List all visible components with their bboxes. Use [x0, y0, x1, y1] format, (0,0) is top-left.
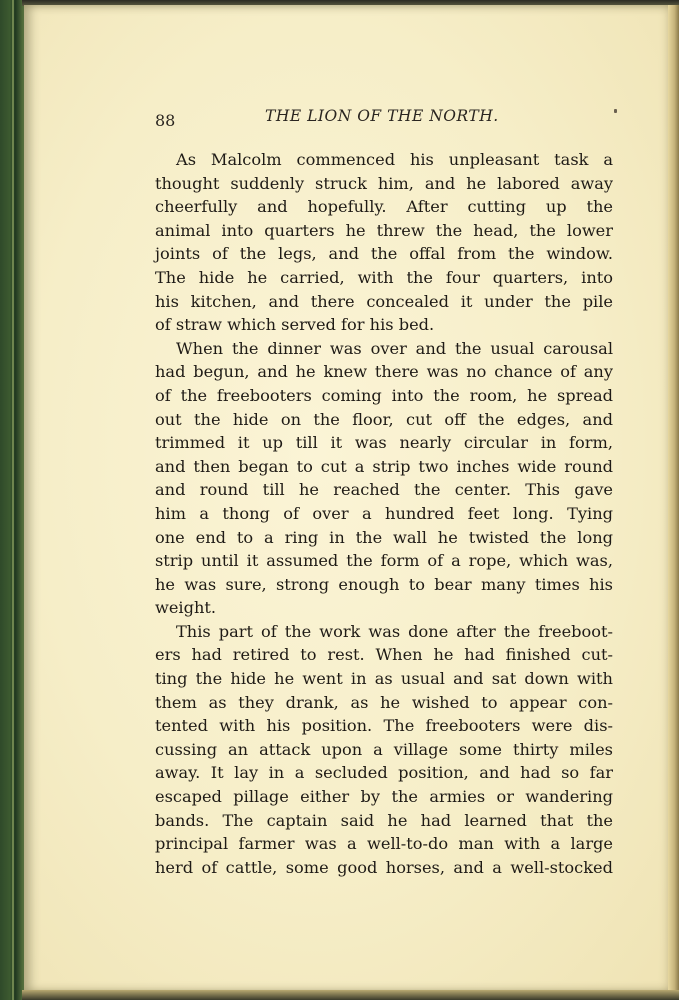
page-number: 88: [155, 111, 176, 130]
text-line: When the dinner was over and the usual carousal: [176, 338, 613, 358]
text-line: cheerfully and hopefully. After cutting up the: [155, 197, 613, 217]
text-line: escaped pillage either by the armies or wandering: [155, 787, 613, 807]
text-line: him a thong of over a hundred feet long. Tying: [155, 503, 613, 523]
text-line: As Malcolm commenced his unpleasant task a: [176, 150, 613, 169]
text-line: of the freebooters coming into the room, he spread: [155, 385, 613, 405]
text-line: his kitchen, and there concealed it under the pile: [155, 291, 613, 311]
spine-binding-line: [12, 0, 14, 1000]
text-line: away. It lay in a secluded position, and had so far: [155, 763, 613, 783]
text-line: weight.: [155, 598, 217, 618]
text-line: had begun, and he knew there was no chance of any: [155, 362, 613, 382]
text-line: strip until it assumed the form of a rope, which was,: [155, 551, 613, 571]
text-line: thought suddenly struck him, and he labored away: [155, 173, 613, 193]
text-line: bands. The captain said he had learned that the: [155, 810, 613, 830]
text-line: cussing an attack upon a village some thirty miles: [155, 739, 613, 759]
text-line: out the hide on the floor, cut off the edges, and: [155, 409, 613, 429]
text-line: ers had retired to rest. When he had finished cut-: [155, 645, 613, 665]
text-line: he was sure, strong enough to bear many times his: [155, 574, 613, 594]
running-title: THE LION OF THE NORTH.: [265, 107, 499, 125]
text-line: them as they drank, as he wished to appear con-: [155, 692, 613, 712]
body-text: [155, 148, 613, 879]
text-line: trimmed it up till it was nearly circular in form,: [155, 433, 613, 453]
text-line: This part of the work was done after the freeboot-: [176, 621, 613, 641]
text-line: of straw which served for his bed.: [155, 315, 435, 335]
text-line: herd of cattle, some good horses, and a well-stocked: [155, 857, 613, 877]
text-line: and then began to cut a strip two inches wide round: [155, 456, 613, 476]
text-line: one end to a ring in the wall he twisted the long: [155, 527, 613, 547]
text-line: joints of the legs, and the offal from the window.: [155, 244, 613, 264]
text-line: tented with his position. The freebooters were dis-: [155, 716, 613, 736]
text-line: ting the hide he went in as usual and sat down with: [155, 669, 613, 689]
page-header: [155, 107, 625, 131]
page-fore-edge: [668, 5, 679, 992]
text-line: animal into quarters he threw the head, the lower: [155, 220, 613, 240]
text-line: principal farmer was a well-to-do man with a large: [155, 834, 613, 854]
text-line: The hide he carried, with the four quarters, into: [155, 267, 613, 287]
page-bottom-edge: [22, 990, 679, 1000]
text-line: and round till he reached the center. This gave: [155, 480, 613, 500]
ink-speck: [614, 109, 617, 113]
